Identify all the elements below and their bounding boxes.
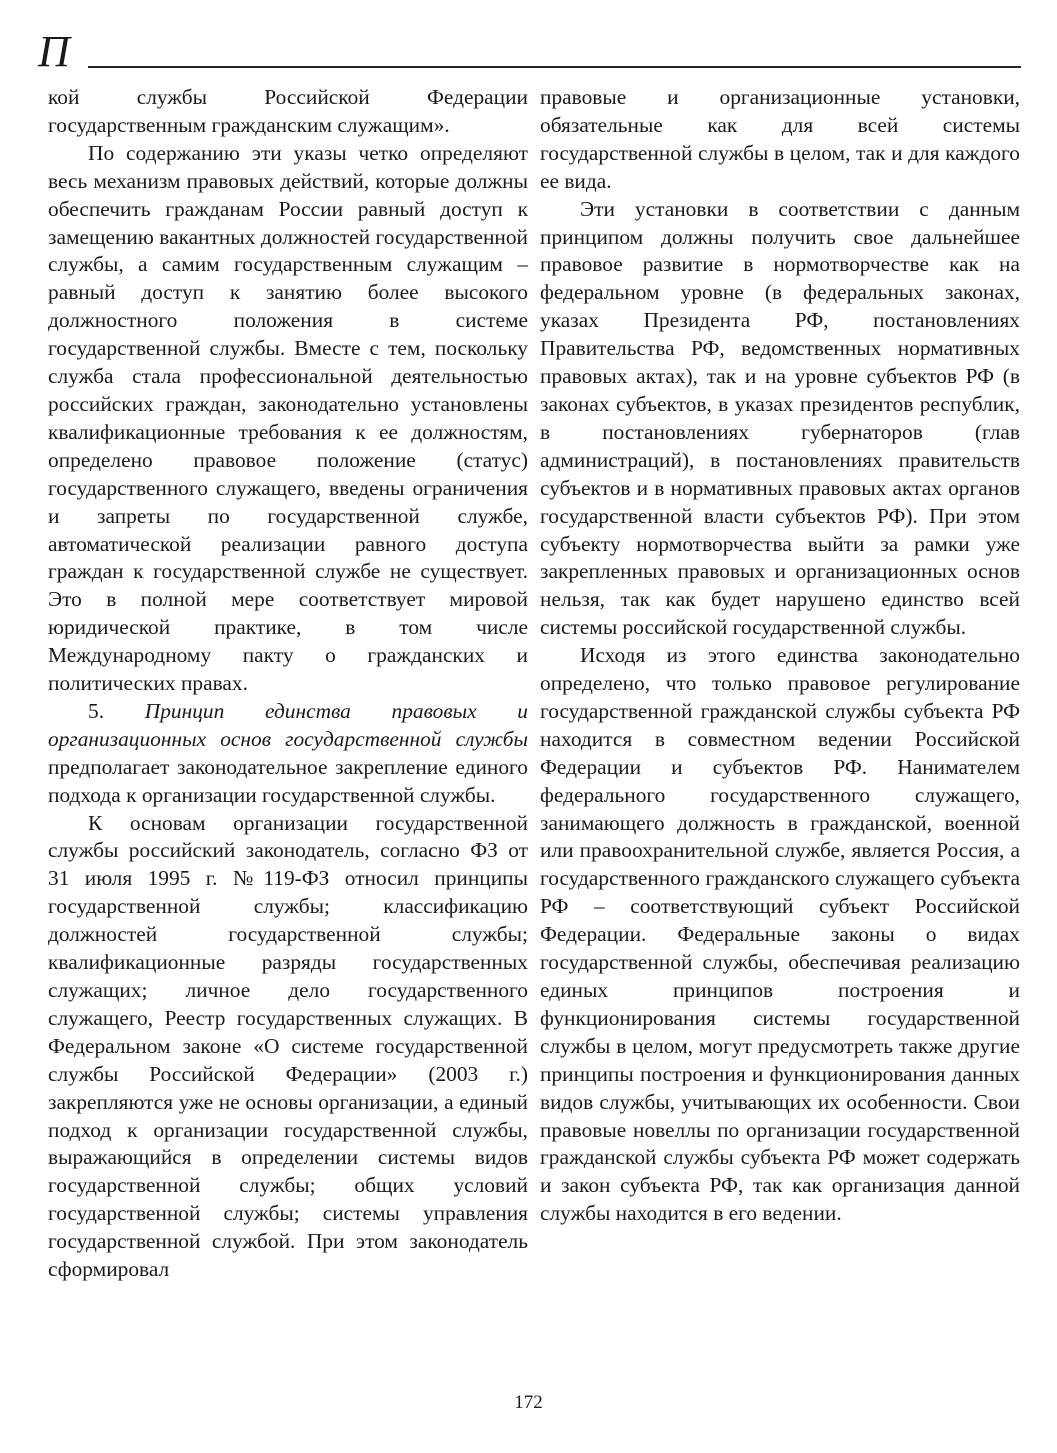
page-number: 172: [514, 1392, 543, 1413]
left-paragraph-4: К основам организации государственной службы российский законодатель, согласно ФЗ от 31 июля 1995 г. №119-ФЗ относил принципы государственной службы; классификацию должностей государственной службы; квалификационные разряды государственных служащих; личное дело государственного служащего, Реестр государственных служащих. В Федеральном законе «О системе государственной службы Российской Федерации» (2003 г.) закрепляются уже не основы организации, а единый подход к организации государственной службы, выражающийся в определении системы видов государственной службы; общих условий государственной службы; системы управления государственной службой. При этом законодатель сформировал: [48, 810, 528, 1282]
left-paragraph-2: По содержанию эти указы четко определяют весь механизм правовых действий, которые должны обеспечить гражданам России равный доступ к замещению вакантных должностей государственной службы, а самим государственным служащим – равный доступ к занятию более высокого должностного положения в системе государственной службы. Вместе с тем, поскольку служба стала профессиональной деятельностью российских граждан, законодательно установлены квалификационные требования к ее должностям, определено правовое положение (статус) государственного служащего, введены ограничения и запреты по государственной службе, автоматической реализации равного доступа граждан к государственной службе не существует. Это в полной мере соответствует мировой юридической практике, в том числе Международному пакту о гражданских и политических правах.: [48, 140, 528, 696]
header-rule: [88, 66, 1021, 68]
left-paragraph-3: [48, 698, 528, 810]
right-paragraph-1: правовые и организационные установки, обязательные как для всей системы государственной службы в целом, так и для каждого ее вида.: [540, 85, 1020, 193]
section-letter: П: [38, 27, 71, 76]
left-column: [48, 84, 528, 1284]
principle-number: 5.: [88, 698, 105, 723]
right-paragraph-2: Эти установки в соответствии с данным принципом должны получить свое дальнейшее правовое развитие в нормотворчестве как на федеральном уровне (в федеральных законах, указах Президента РФ, постановлениях Правительства РФ, ведомственных нормативных правовых актах), так и на уровне субъектов РФ (в законах субъектов, в указах президентов республик, в постановлениях губернаторов (глав администраций), в постановлениях правительств субъектов и в нормативных правовых актах органов государственной власти субъектов РФ). При этом субъекту нормотворчества выйти за рамки уже закрепленных правовых и организационных основ нельзя, так как будет нарушено единство всей системы российской государственной службы.: [540, 196, 1020, 640]
right-paragraph-3: Исходя из этого единства законодательно определено, что только правовое регулирование государственной гражданской службы субъекта РФ находится в совместном ведении Российской Федерации и субъектов РФ. Нанимателем федерального государственного служащего, занимающего должность в гражданской, военной или правоохранительной службе, является Россия, а государственного гражданского служащего субъекта РФ – соответствующий субъект Российской Федерации. Федеральные законы о видах государственной службы, обеспечивая реализацию единых принципов построения и функционирования системы государственной службы в целом, могут предусмотреть также другие принципы построения и функционирования данных видов службы, учитывающих их особенности. Свои правовые новеллы по организации государственной гражданской службы субъекта РФ может содержать и закон субъекта РФ, так как организация данной службы находится в его ведении.: [540, 643, 1020, 1226]
left-paragraph-1: кой службы Российской Федерации государственным гражданским служащим».: [48, 85, 528, 137]
right-column: [540, 84, 1020, 1228]
principle-title: Принцип единства правовых и организационных основ государственной службы: [48, 698, 528, 751]
principle-text: предполагает законодательное закрепление единого подхода к организации государственной службы.: [48, 754, 528, 807]
